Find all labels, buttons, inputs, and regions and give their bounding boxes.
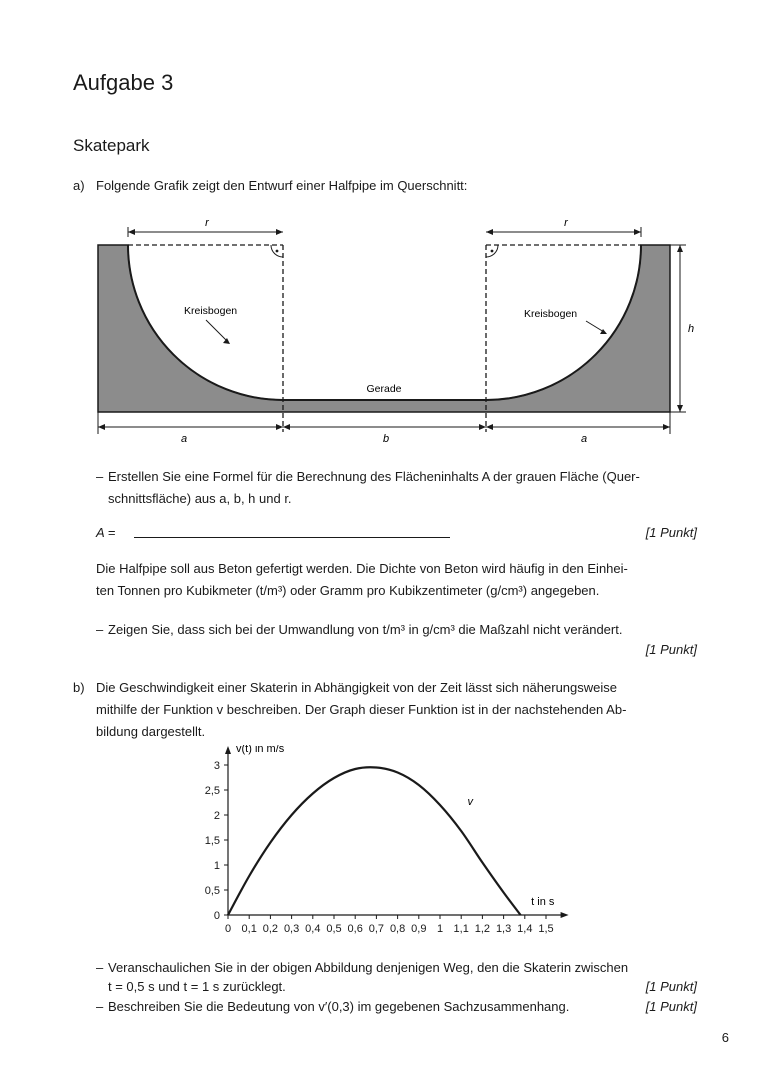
x-tick-label: 0,6 <box>347 923 363 935</box>
r-label-right: r <box>564 217 568 229</box>
velocity-chart <box>190 745 580 945</box>
x-tick-label: 0,7 <box>368 923 385 935</box>
task-b1-line2: t = 0,5 s und t = 1 s zurücklegt. <box>108 979 286 994</box>
x-tick-label: 0,4 <box>305 923 321 935</box>
x-tick-label: 1,2 <box>474 923 491 935</box>
x-tick-label: 0 <box>224 923 232 935</box>
velocity-curve <box>228 767 521 915</box>
x-axis-label: t in s <box>531 896 555 908</box>
x-axis-arrow <box>561 912 569 918</box>
task-a1-dash: – <box>96 469 104 484</box>
a-label-right: a <box>580 433 588 445</box>
y-tick-label: 1,5 <box>204 835 220 847</box>
y-tick-label: 1 <box>213 860 220 872</box>
task-a1-line2: schnittsfläche) aus a, b, h und r. <box>108 491 292 506</box>
part-b-line3: bildung dargestellt. <box>96 724 206 739</box>
kreisbogen-label-right: Kreisbogen <box>524 308 578 320</box>
x-tick-label: 1,5 <box>538 923 554 935</box>
x-tick-label: 1,4 <box>517 923 533 935</box>
para-a-line1: Die Halfpipe soll aus Beton gefertigt werden. Die Dichte von Beton wird häufig in den Einhei- <box>96 561 628 576</box>
task-a2-dash: – <box>96 622 104 637</box>
answer-line[interactable] <box>134 537 450 538</box>
x-tick-label: 0,5 <box>326 923 342 935</box>
x-tick-label: 1,1 <box>453 923 469 935</box>
answer-label: A = <box>96 525 116 540</box>
task-a2-text: Zeigen Sie, dass sich bei der Umwandlung von t/m³ in g/cm³ die Maßzahl nicht verändert. <box>108 622 623 637</box>
points-a1: [1 Punkt] <box>645 525 697 540</box>
part-a-label: a) <box>73 178 85 193</box>
a-label-left: a <box>180 433 188 445</box>
task-title: Aufgabe 3 <box>73 70 174 95</box>
y-tick-label: 3 <box>213 760 220 772</box>
y-tick-label: 2,5 <box>204 785 220 797</box>
points-b1: [1 Punkt] <box>645 979 697 994</box>
task-b1-dash: – <box>96 960 104 975</box>
x-tick-label: 0,2 <box>262 923 279 935</box>
x-tick-label: 1 <box>436 923 444 935</box>
task-subtitle: Skatepark <box>73 136 150 155</box>
y-tick-label: 0 <box>213 910 220 922</box>
task-b1-line1: Veranschaulichen Sie in der obigen Abbildung denjenigen Weg, den die Skaterin zwischen <box>108 960 629 975</box>
y-axis-label: v(t) in m/s <box>236 745 285 755</box>
task-b2-dash: – <box>96 999 104 1014</box>
x-tick-label: 0,9 <box>411 923 427 935</box>
b-label: b <box>382 433 390 445</box>
r-label-left: r <box>205 217 209 229</box>
points-b2: [1 Punkt] <box>645 999 697 1014</box>
part-a-intro: Folgende Grafik zeigt den Entwurf einer Halfpipe im Querschnitt: <box>96 178 468 193</box>
kreisbogen-label-left: Kreisbogen <box>184 305 238 317</box>
y-tick-label: 0,5 <box>204 885 220 897</box>
part-b-line1: Die Geschwindigkeit einer Skaterin in Abhängigkeit von der Zeit lässt sich näherungsweise <box>96 680 618 695</box>
task-b2-text: Beschreiben Sie die Bedeutung von v′(0,3) im gegebenen Sachzusammenhang. <box>108 999 570 1014</box>
points-a2: [1 Punkt] <box>645 642 697 657</box>
x-tick-label: 1,3 <box>495 923 512 935</box>
h-label: h <box>688 323 695 335</box>
para-a-line2: ten Tonnen pro Kubikmeter (t/m³) oder Gramm pro Kubikzentimeter (g/cm³) angegeben. <box>96 583 600 598</box>
y-tick-label: 2 <box>213 810 220 822</box>
y-axis-arrow <box>225 746 231 754</box>
part-b-label: b) <box>73 680 85 695</box>
halfpipe-figure <box>80 210 700 450</box>
x-tick-label: 0,1 <box>241 923 257 935</box>
part-b-line2: mithilfe der Funktion v beschreiben. Der Graph dieser Funktion ist in der nachstehenden Ab- <box>96 702 627 717</box>
x-tick-label: 0,8 <box>389 923 406 935</box>
page-number: 6 <box>721 1030 729 1045</box>
task-a1-line1: Erstellen Sie eine Formel für die Berechnung des Flächeninhalts A der grauen Fläche (Quer- <box>108 469 640 484</box>
gerade-label: Gerade <box>366 383 402 395</box>
series-label: v <box>467 796 474 808</box>
x-tick-label: 0,3 <box>283 923 300 935</box>
